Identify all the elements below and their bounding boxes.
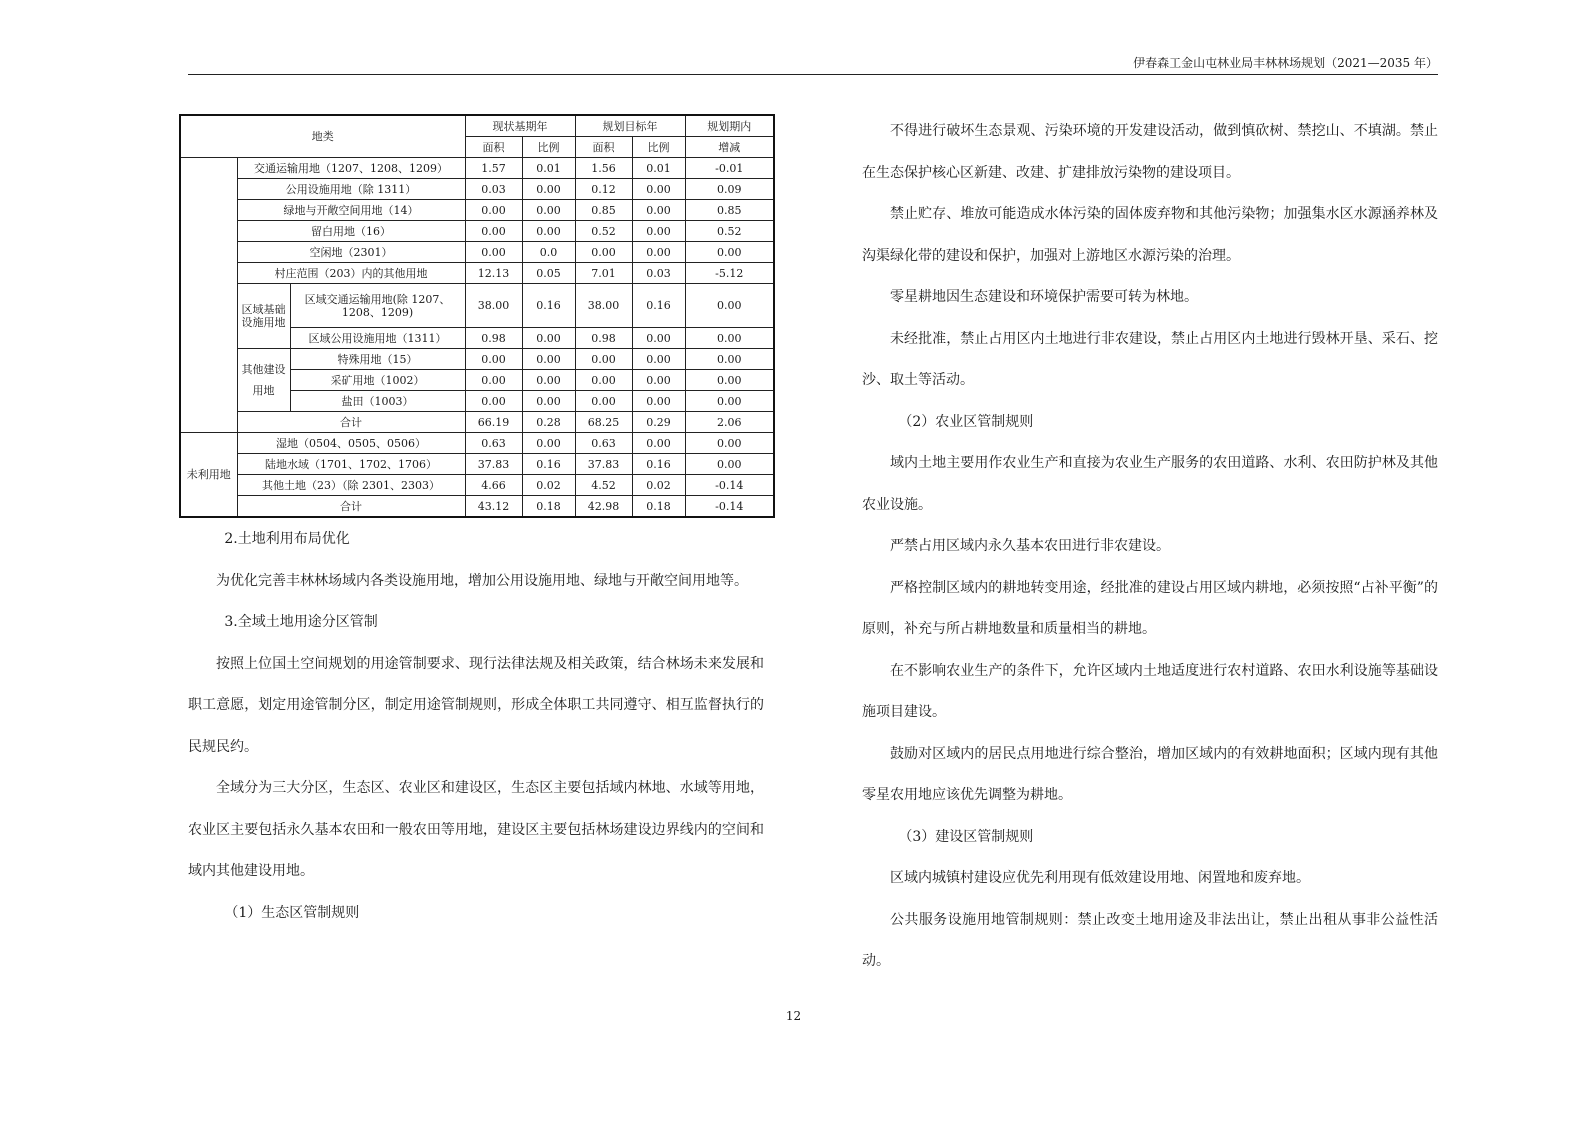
row-name: 交通运输用地（1207、1208、1209） [237,158,465,179]
cell: 0.16 [632,454,685,475]
cell: 38.00 [575,284,632,328]
cell: 66.19 [465,412,522,433]
row-name: 合计 [237,412,465,433]
cell: 0.00 [575,349,632,370]
table-row [180,496,774,518]
cell: 0.00 [522,391,575,412]
paragraph: 全域分为三大分区，生态区、农业区和建设区，生态区主要包括域内林地、水域等用地，农业区主要包括永久基本农田和一般农田等用地，建设区主要包括林场建设边界线内的空间和域内其他建设用地。 [188,780,764,879]
cell: 0.00 [465,221,522,242]
group-label-regional-infra: 区域基础设施用地 [237,284,290,349]
row-name: 空闲地（2301） [237,242,465,263]
header-area: 面积 [465,137,522,158]
table-row [180,412,774,433]
cell: 0.03 [632,263,685,284]
cell: 37.83 [575,454,632,475]
row-name: 绿地与开敞空间用地（14） [237,200,465,221]
cell: 0.29 [632,412,685,433]
table-row [180,179,774,200]
cell: 0.00 [632,391,685,412]
right-column [862,111,1438,983]
cell: 0.00 [632,200,685,221]
left-column [188,519,764,934]
cell: 12.13 [465,263,522,284]
table-row [180,284,774,328]
cell: 0.16 [522,284,575,328]
row-name: 特殊用地（15） [290,349,465,370]
header-current-year: 现状基期年 [465,115,575,137]
table-row [180,349,774,370]
cell: 0.52 [685,221,774,242]
cell: 0.03 [465,179,522,200]
cell: -0.14 [685,475,774,496]
cell: 0.01 [632,158,685,179]
cell: 0.00 [632,349,685,370]
cell: 0.98 [575,328,632,349]
row-name: 采矿用地（1002） [290,370,465,391]
page-number: 12 [785,1009,802,1023]
cell: 0.09 [685,179,774,200]
subsection-heading: （3）建设区管制规则 [898,828,1034,845]
cell: 4.52 [575,475,632,496]
header-target-year: 规划目标年 [575,115,685,137]
cell: -0.01 [685,158,774,179]
table-row [180,433,774,454]
row-name: 合计 [237,496,465,518]
cell: 0.02 [522,475,575,496]
cell: 0.28 [522,412,575,433]
cell: 0.00 [685,328,774,349]
table-row [180,242,774,263]
row-name: 其他土地（23）（除 2301、2303） [237,475,465,496]
paragraph: 域内土地主要用作农业生产和直接为农业生产服务的农田道路、水利、农田防护林及其他农业设施。 [862,455,1438,513]
cell: 43.12 [465,496,522,518]
cell: 0.00 [465,370,522,391]
cell: -0.14 [685,496,774,518]
cell: 0.0 [522,242,575,263]
paragraph: 不得进行破坏生态景观、污染环境的开发建设活动，做到慎砍树、禁挖山、不填湖。禁止在生态保护核心区新建、改建、扩建排放污染物的建设项目。 [862,123,1438,181]
row-name: 湿地（0504、0505、0506） [237,433,465,454]
cell: 0.52 [575,221,632,242]
cell: 0.63 [465,433,522,454]
cell: 0.00 [685,433,774,454]
cell: 0.00 [522,370,575,391]
paragraph: 为优化完善丰林林场域内各类设施用地，增加公用设施用地、绿地与开敞空间用地等。 [216,572,748,589]
header-category: 地类 [180,115,465,158]
paragraph: 按照上位国土空间规划的用途管制要求、现行法律法规及相关政策，结合林场未来发展和职工意愿，划定用途管制分区，制定用途管制规则，形成全体职工共同遵守、相互监督执行的民规民约。 [188,655,764,755]
group-label-other-construction: 其他建设用地 [237,349,290,412]
table-row [180,200,774,221]
paragraph: 公共服务设施用地管制规则：禁止改变土地用途及非法出让，禁止出租从事非公益性活动。 [862,911,1438,969]
cell: 0.02 [632,475,685,496]
table-row [180,263,774,284]
row-name: 陆地水域（1701、1702、1706） [237,454,465,475]
cell: 4.66 [465,475,522,496]
land-use-table [179,114,775,518]
cell: 0.00 [465,349,522,370]
header-area: 面积 [575,137,632,158]
header-ratio: 比例 [522,137,575,158]
cell: 2.06 [685,412,774,433]
cell: 0.00 [522,433,575,454]
cell: 0.00 [575,370,632,391]
cell: 42.98 [575,496,632,518]
paragraph: 区域内城镇村建设应优先利用现有低效建设用地、闲置地和废弃地。 [890,870,1310,886]
cell: 0.00 [575,242,632,263]
cell: 0.00 [522,349,575,370]
paragraph: 零星耕地因生态建设和环境保护需要可转为林地。 [890,289,1198,305]
page-header: 伊春森工金山屯林业局丰林林场规划（2021—2035 年） [188,54,1438,75]
cell: 1.57 [465,158,522,179]
cell: -5.12 [685,263,774,284]
paragraph: 在不影响农业生产的条件下，允许区域内土地适度进行农村道路、农田水利设施等基础设施项目建设。 [862,662,1438,720]
cell: 0.63 [575,433,632,454]
row-name: 村庄范围（203）内的其他用地 [237,263,465,284]
row-name: 盐田（1003） [290,391,465,412]
cell: 0.00 [685,454,774,475]
cell: 0.00 [522,221,575,242]
cell: 0.00 [632,433,685,454]
cell: 0.18 [522,496,575,518]
cell: 1.56 [575,158,632,179]
cell: 0.00 [632,328,685,349]
cell: 0.00 [465,242,522,263]
subsection-heading: （1）生态区管制规则 [224,904,360,921]
group-label-unused: 未利用地 [180,433,237,518]
cell: 0.00 [465,200,522,221]
cell: 0.00 [522,200,575,221]
cell: 68.25 [575,412,632,433]
table-row [180,475,774,496]
cell: 0.05 [522,263,575,284]
paragraph: 严格控制区域内的耕地转变用途，经批准的建设占用区域内耕地，必须按照“占补平衡”的原则，补充与所占耕地数量和质量相当的耕地。 [862,579,1438,637]
section-heading: 3.全域土地用途分区管制 [224,614,378,630]
cell: 0.01 [522,158,575,179]
cell: 0.00 [632,242,685,263]
cell: 0.00 [522,328,575,349]
cell: 0.00 [465,391,522,412]
cell: 0.00 [632,221,685,242]
cell: 0.98 [465,328,522,349]
cell: 0.00 [632,370,685,391]
cell: 7.01 [575,263,632,284]
table-row [180,158,774,179]
row-name: 区域公用设施用地（1311） [290,328,465,349]
cell: 0.00 [685,349,774,370]
cell: 0.16 [632,284,685,328]
cell: 0.85 [685,200,774,221]
cell: 38.00 [465,284,522,328]
cell: 0.00 [522,179,575,200]
cell: 0.00 [575,391,632,412]
row-name: 区域交通运输用地(除 1207、1208、1209) [290,284,465,328]
paragraph: 禁止贮存、堆放可能造成水体污染的固体废弃物和其他污染物；加强集水区水源涵养林及沟渠绿化带的建设和保护，加强对上游地区水源污染的治理。 [862,206,1438,264]
cell: 0.12 [575,179,632,200]
row-name: 留白用地（16） [237,221,465,242]
header-ratio: 比例 [632,137,685,158]
cell: 0.00 [685,242,774,263]
cell: 0.00 [685,370,774,391]
row-name: 公用设施用地（除 1311） [237,179,465,200]
cell: 0.00 [685,391,774,412]
cell: 0.85 [575,200,632,221]
cell: 37.83 [465,454,522,475]
cell: 0.16 [522,454,575,475]
subsection-heading: （2）农业区管制规则 [898,413,1034,430]
cell: 0.00 [632,179,685,200]
header-change: 增减 [685,137,774,158]
cell: 0.00 [685,284,774,328]
header-change: 规划期内 [685,115,774,137]
section-heading: 2.土地利用布局优化 [224,531,350,547]
paragraph: 未经批准，禁止占用区内土地进行非农建设，禁止占用区内土地进行毁林开垦、采石、挖沙、取土等活动。 [862,330,1438,388]
paragraph: 鼓励对区域内的居民点用地进行综合整治，增加区域内的有效耕地面积；区域内现有其他零星农用地应该优先调整为耕地。 [862,745,1438,803]
paragraph: 严禁占用区域内永久基本农田进行非农建设。 [890,538,1170,554]
cell: 0.18 [632,496,685,518]
group-blank [180,158,237,433]
table-row [180,454,774,475]
table-row [180,221,774,242]
